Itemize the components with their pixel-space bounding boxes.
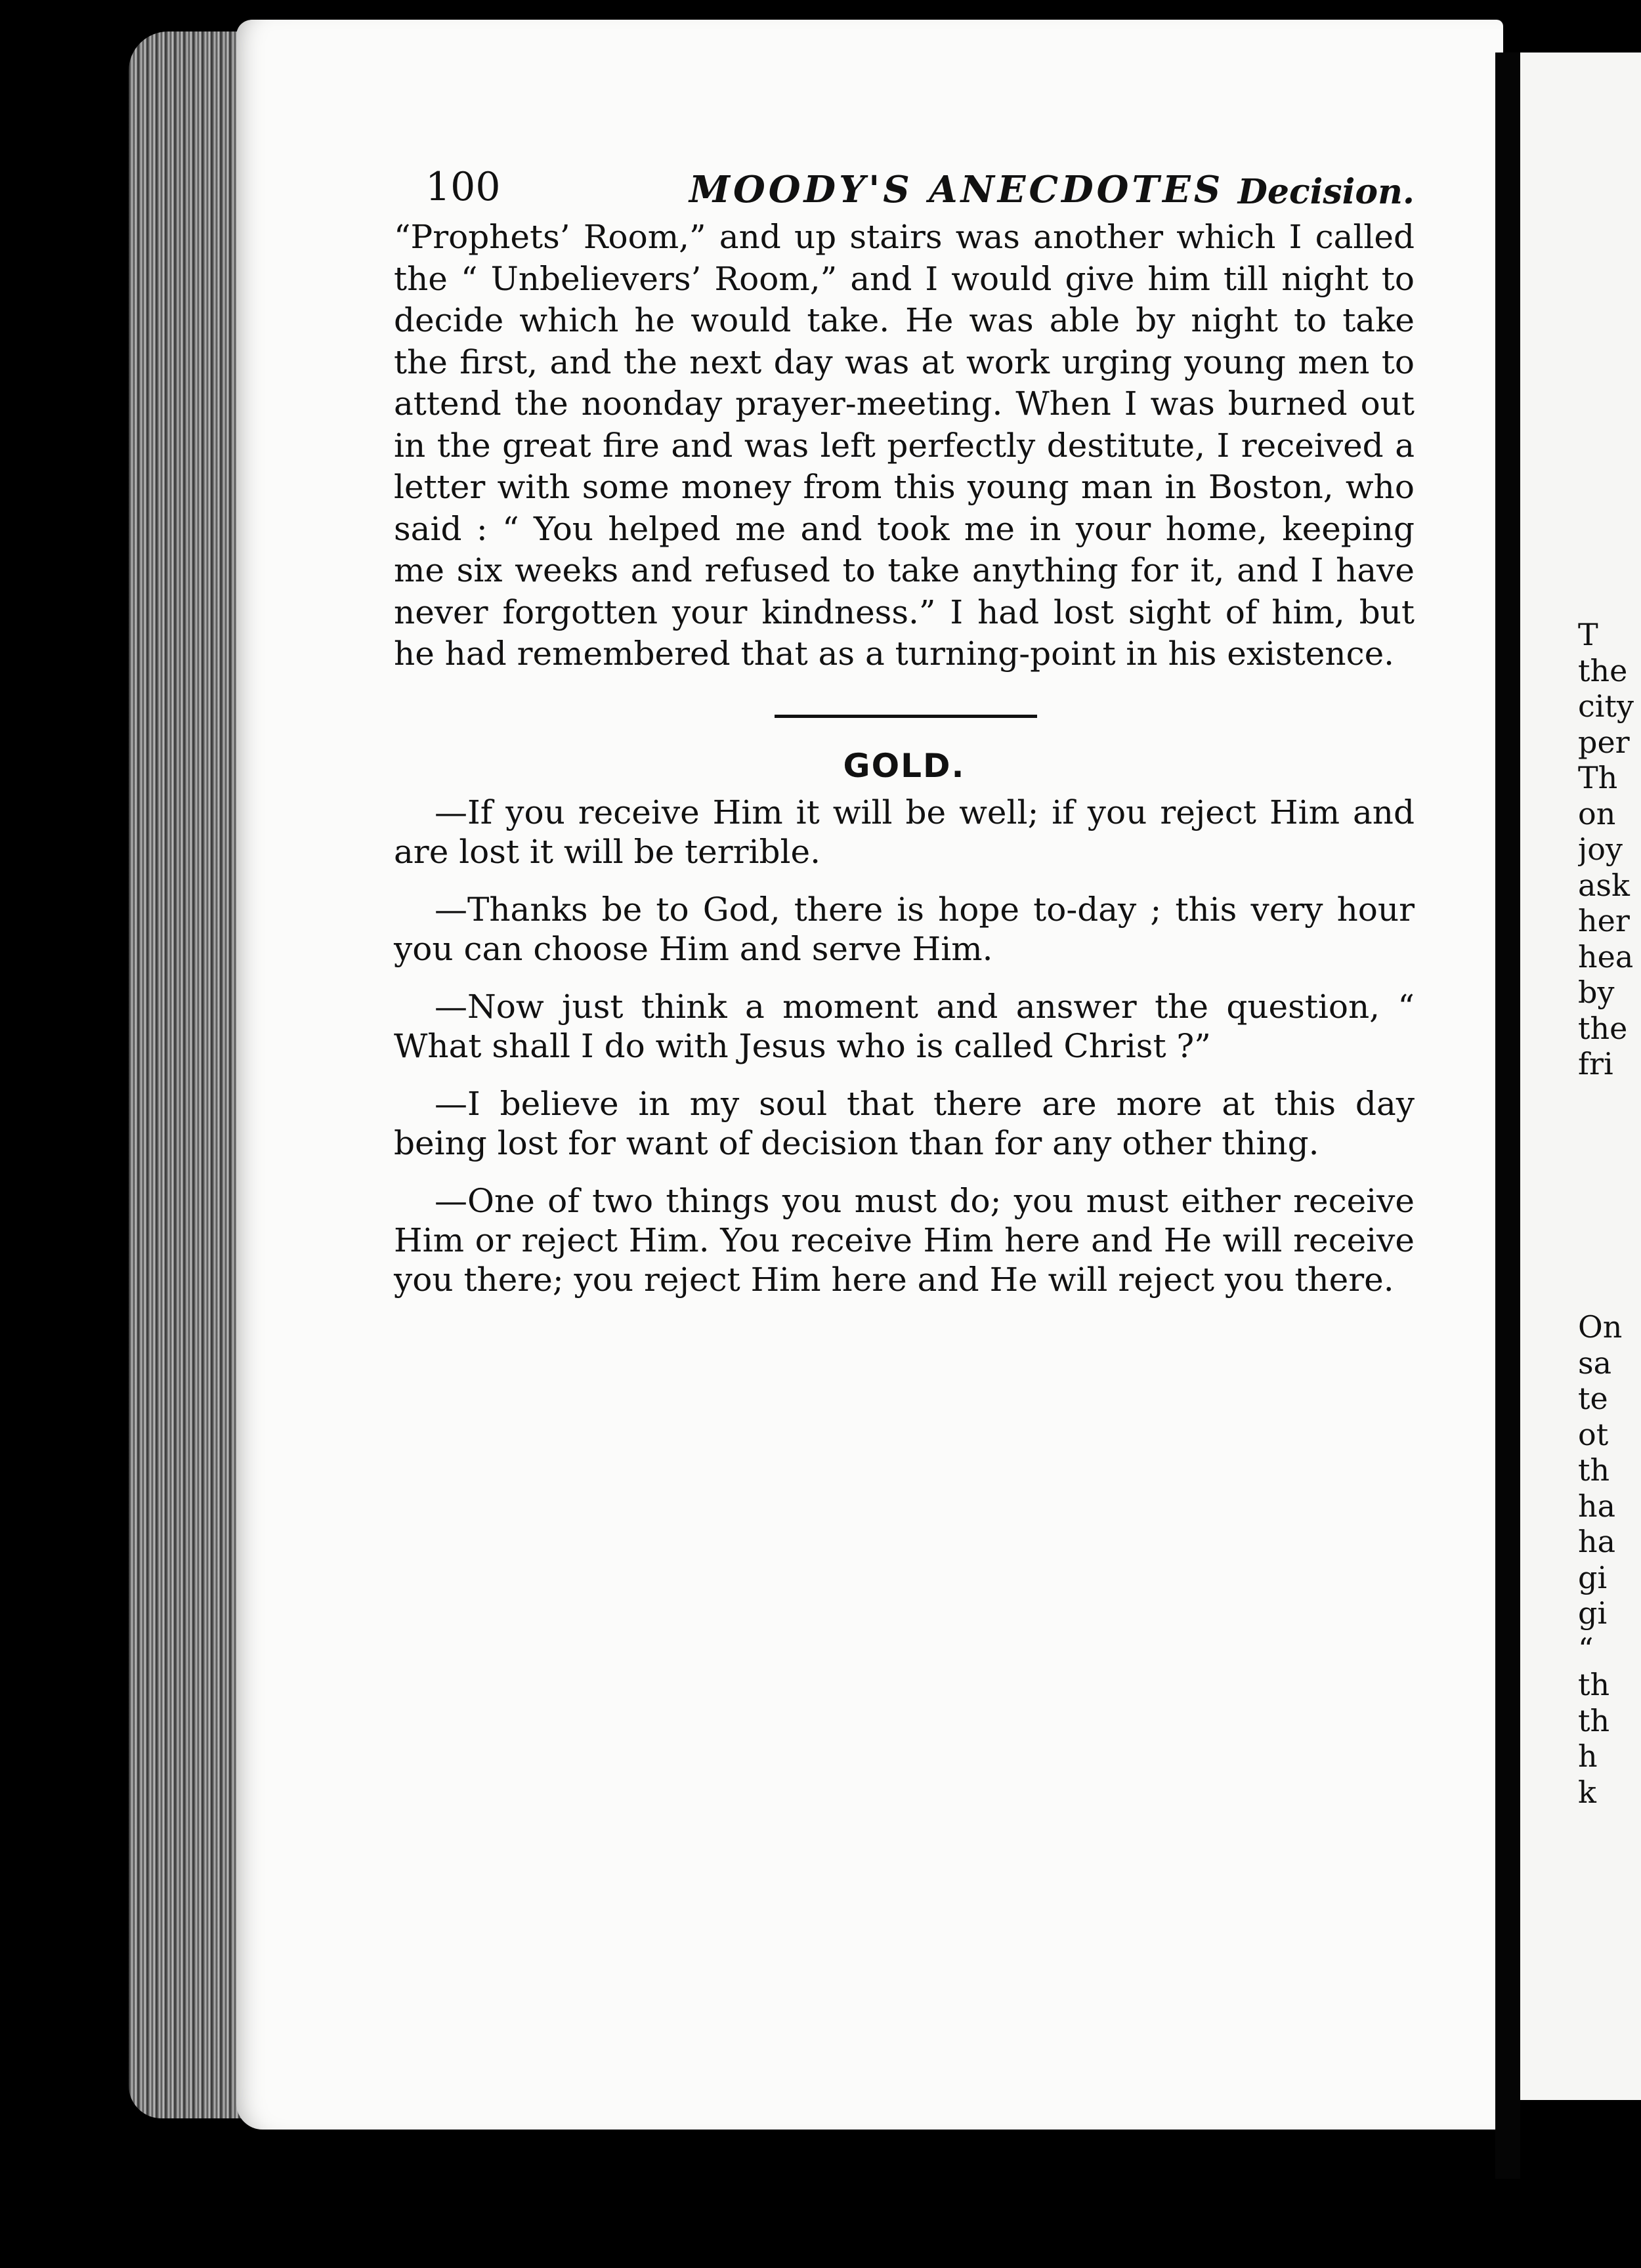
section-name: Decision. xyxy=(1237,172,1415,212)
fragment-line: th xyxy=(1578,1702,1610,1738)
fragment-line: her xyxy=(1578,903,1630,938)
fragment-line: ha xyxy=(1578,1488,1616,1524)
fragment-line: Th xyxy=(1578,760,1618,795)
fragment-line: hea xyxy=(1578,938,1634,975)
page-content xyxy=(394,164,1415,1318)
page-number: 100 xyxy=(425,164,501,210)
fragment-line: city xyxy=(1578,688,1634,724)
fragment-line: “ xyxy=(1578,1631,1594,1667)
fragment-line: sa xyxy=(1578,1345,1612,1381)
fragment-line: te xyxy=(1578,1381,1608,1416)
book-page-edges xyxy=(129,32,253,2118)
saying-5: —One of two things you must do; you must either receive Him or reject Him. You receive Him here and He will receive you there; you reject Him here and He will reject you there. xyxy=(394,1181,1415,1299)
fragment-line: ot xyxy=(1578,1416,1609,1452)
fragment-line: gi xyxy=(1578,1595,1608,1631)
fragment-line: gi xyxy=(1578,1559,1608,1595)
fragment-line: ha xyxy=(1578,1524,1616,1559)
section-divider xyxy=(775,715,1037,718)
fragment-line: T xyxy=(1578,617,1598,652)
running-head xyxy=(394,164,1415,217)
fragment-line: fri xyxy=(1578,1046,1613,1082)
fragment-line: On xyxy=(1578,1309,1623,1345)
book-gutter xyxy=(1495,52,1520,2179)
section-heading: GOLD. xyxy=(843,746,966,785)
fragment-line: th xyxy=(1578,1452,1610,1488)
fragment-line: by xyxy=(1578,975,1615,1010)
book-title: MOODY'S ANECDOTES xyxy=(689,168,1224,211)
fragment-line: k xyxy=(1578,1774,1596,1810)
saying-2: —Thanks be to God, there is hope to-day ; this very hour you can choose Him and serve Him. xyxy=(394,890,1415,968)
saying-4: —I believe in my soul that there are more at this day being lost for want of decision than for any other thing. xyxy=(394,1084,1415,1162)
facing-page-fragments-a xyxy=(1578,617,1641,1082)
saying-3: —Now just think a moment and answer the question, “ What shall I do with Jesus who is called Christ ?” xyxy=(394,987,1415,1065)
fragment-line: the xyxy=(1578,1010,1628,1046)
fragment-line: joy xyxy=(1578,831,1623,867)
fragment-line: the xyxy=(1578,652,1628,688)
fragment-line: th xyxy=(1578,1667,1610,1702)
fragment-line: on xyxy=(1578,795,1616,831)
facing-page-fragments-b xyxy=(1578,1309,1641,1810)
continued-paragraph: “Prophets’ Room,” and up stairs was another which I called the “ Unbelievers’ Room,” and I would give him till night to decide which he would take. He was able by night to take the first, and the next day was at work urging young men to attend the noonday prayer-meeting. When I was burned out in the great fire and was left perfectly destitute, I received a letter with some money from this young man in Boston, who said : “ You helped me and took me in your home, keeping me six weeks and refused to take anything for it, and I have never forgotten your kindness.” I had lost sight of him, but he had remembered that as a turning-point in his existence. xyxy=(394,218,1415,673)
saying-1: —If you receive Him it will be well; if you reject Him and are lost it will be terrible. xyxy=(394,793,1415,871)
fragment-line: h xyxy=(1578,1738,1598,1774)
fragment-line: per xyxy=(1578,724,1630,760)
fragment-line: ask xyxy=(1578,867,1630,903)
